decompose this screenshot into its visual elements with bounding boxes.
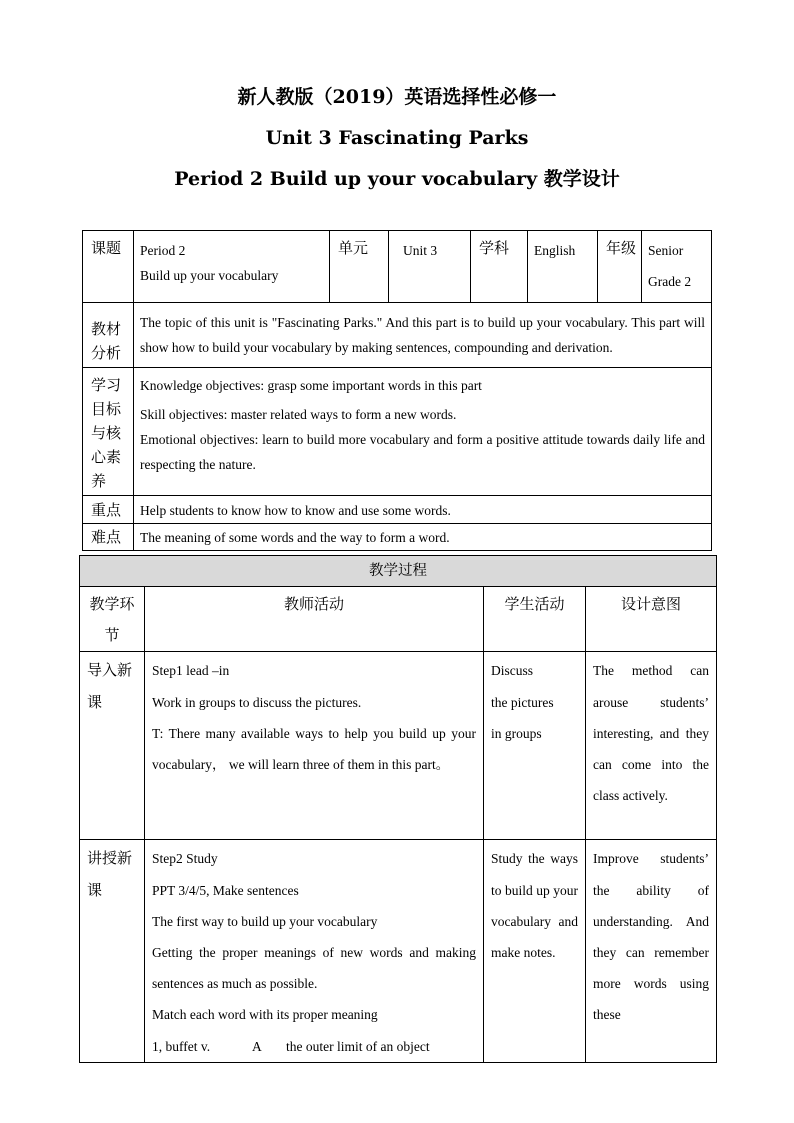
period-title: Period 2 Build up your vocabulary 教学设计 — [174, 168, 620, 190]
grade-line: Senior — [648, 243, 684, 258]
design-intent-cell: The method can arouse students’ interesting, and they can come into the class actively. — [586, 652, 717, 840]
process-title-row — [80, 556, 717, 587]
grade-line: Grade 2 — [648, 274, 692, 289]
objectives-row — [83, 368, 712, 496]
topic-line: Period 2 — [140, 243, 186, 258]
stage-column-header: 教学环 节 — [80, 587, 145, 652]
lesson-info-table — [82, 230, 712, 551]
unit-title: Unit 3 Fascinating Parks — [265, 127, 529, 149]
stage-cell: 导入新 课 — [80, 652, 145, 840]
process-title: 教学过程 — [80, 556, 717, 587]
difficult-point-label: 难点 — [83, 524, 134, 551]
teacher-activity-cell: Step2 Study PPT 3/4/5, Make sentences The first way to build up your vocabulary Getting the proper meanings of new words and making sentences as much as possible. Match each word with its proper meaning 1, buffet v. A the outer limit of an object — [145, 840, 484, 1062]
unit-value: Unit 3 — [389, 231, 471, 303]
skill-objective: Skill objectives: master related ways to form a new words. — [140, 407, 457, 422]
objectives-label: 学习 目标 与核 心素 养 — [83, 368, 134, 496]
key-point-text: Help students to know how to know and use some words. — [134, 496, 712, 524]
intent-column-header: 设计意图 — [586, 587, 717, 652]
grade-label: 年级 — [598, 231, 642, 303]
analysis-text: The topic of this unit is "Fascinating Parks." And this part is to build up your vocabulary. This part will show how to build your vocabulary by making sentences, compounding and derivation. — [134, 303, 712, 368]
teaching-process-table — [79, 555, 717, 1063]
student-activity-cell: Discuss the pictures in groups — [484, 652, 586, 840]
difficult-point-text: The meaning of some words and the way to form a word. — [134, 524, 712, 551]
student-column-header: 学生活动 — [484, 587, 586, 652]
topic-line: Build up your vocabulary — [140, 268, 279, 283]
difficult-point-row — [83, 524, 712, 551]
topic-label: 课题 — [83, 231, 134, 303]
topic-value — [134, 231, 330, 303]
process-row-lead-in — [80, 652, 717, 840]
process-row-study — [80, 840, 717, 1062]
topic-row — [83, 231, 712, 303]
subject-label: 学科 — [471, 231, 528, 303]
student-activity-cell: Study the ways to build up your vocabulary and make notes. — [484, 840, 586, 1062]
subject-value: English — [528, 231, 598, 303]
unit-label: 单元 — [330, 231, 389, 303]
analysis-label: 教材 分析 — [83, 303, 134, 368]
stage-cell: 讲授新 课 — [80, 840, 145, 1062]
teacher-column-header: 教师活动 — [145, 587, 484, 652]
teacher-activity-cell: Step1 lead –in Work in groups to discuss the pictures. T: There many available ways to help you build up your vocabulary， we will learn three of them in this part。 — [145, 652, 484, 840]
knowledge-objective: Knowledge objectives: grasp some important words in this part — [140, 378, 482, 393]
objectives-text — [134, 368, 712, 496]
key-point-label: 重点 — [83, 496, 134, 524]
design-intent-cell: Improve students’ the ability of understanding. And they can remember more words using these — [586, 840, 717, 1062]
key-point-row — [83, 496, 712, 524]
grade-value — [642, 231, 712, 303]
emotional-objective: Emotional objectives: learn to build more vocabulary and form a positive attitude towards daily life and respecting the nature. — [140, 432, 705, 472]
vocabulary-match-item: 1, buffet v. A the outer limit of an object — [152, 1038, 430, 1054]
document-title: 新人教版（2019）英语选择性必修一 — [237, 86, 557, 108]
process-column-headers — [80, 587, 717, 652]
analysis-row — [83, 303, 712, 368]
